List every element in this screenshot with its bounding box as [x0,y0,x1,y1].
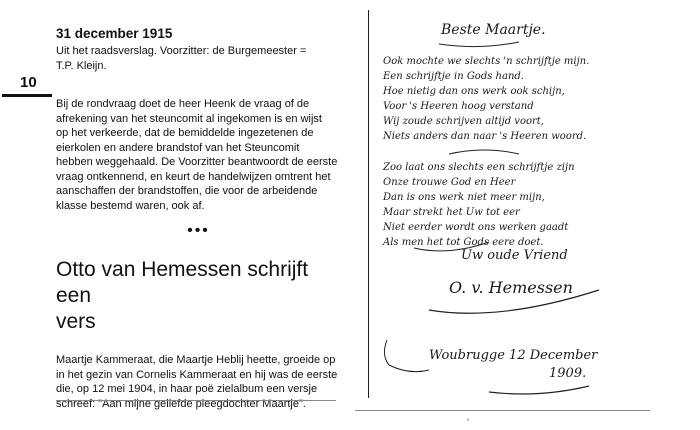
body-line: klasse bestemd waren, ook af. [56,199,205,212]
letter-decorations [369,10,631,398]
date-underline-flourish [489,386,589,394]
stanza-line: Onze trouwe God en Heer [383,177,516,188]
stanza-line: Maar strekt het Uw tot eer [383,207,520,218]
stanza-line: Niet eerder wordt ons werken gaadt [383,222,569,233]
handwritten-letter [368,10,631,398]
left-column [56,26,341,411]
body-line: in het gezin van Cornelis Kammeraat en hij was de eerste [56,368,338,381]
stanza-line: Dan is ons werk niet meer mijn, [383,192,545,203]
stanza-line: Een schrijftje in Gods hand. [383,71,524,82]
letter-year: 1909. [549,366,587,381]
stanza-line: Wij zoude schrijven altijd voort, [383,116,544,127]
stanza-line: Hoe nietig dan ons werk ook schijn, [383,86,565,97]
stanza-divider-flourish [449,150,519,154]
body-line: schreef: "Aan mijne geliefde pleegdochter Maartje". [56,397,306,410]
body-line: Bij de rondvraag doet de heer Heenk de vraag of de [56,98,310,110]
title-underline-flourish [439,42,519,47]
stanza-line: Ook mochte we slechts 'n schrijftje mijn. [383,56,590,67]
stanza-line: Niets anders dan naar 's Heeren woord. [383,131,587,142]
article-body [56,97,341,213]
letter-place-date: Woubrugge 12 December [429,348,598,363]
body-line: afrekening van het steuncomit al ingekomen is en wijst [56,112,322,125]
page-number: 10 [20,74,37,91]
heading-line: Otto van Hemessen schrijft een [56,258,309,307]
body-line: aanschaffen der brandstoffen, die voor de arbeidende [56,185,318,197]
bottom-rule-right [355,410,650,411]
stanza-line: Als men het tot Gods eere doet. [383,237,544,248]
letter-closing: Uw oude Vriend [461,248,568,263]
intro-line: T.P. Kleijn. [56,59,107,72]
body-line: op het verkeerde, dat de bemiddelde ingezetenen de [56,127,314,139]
body-line: die, op 12 mei 1904, in haar poë zielalbum een versje [56,383,318,395]
article-date-heading: 31 december 1915 [56,26,173,41]
letter-signature: O. v. Hemessen [449,278,573,297]
body-line: Maartje Kammeraat, die Maartje Heblij heette, groeide op [56,354,336,366]
intro-line: Uit het raadsverslag. Voorzitter: de Burgemeester = [56,45,307,57]
section-separator: ••• [187,222,210,239]
page-number-rule [2,94,52,97]
body-line: hebben weggehaald. De Voorzitter beantwoordt de eerste [56,156,338,168]
letter-title: Beste Maartje. [441,22,546,38]
heading-line: vers [56,310,96,333]
article-intro [56,44,341,73]
body-line: vraag ontkennend, en keurt de handelwijzen omtrent het [56,170,331,183]
bottom-rule-left [56,400,336,401]
stanza-line: Zoo laat ons slechts een schrijftje zijn [383,162,575,173]
footer-mark: • [467,418,470,424]
stanza-line: Voor 's Heeren hoog verstand [383,101,534,112]
article-heading [56,257,341,335]
left-bracket-flourish [384,340,429,372]
article2-body [56,353,341,411]
body-line: eierkolen en andere brandstof van het Steuncomit [56,141,300,154]
